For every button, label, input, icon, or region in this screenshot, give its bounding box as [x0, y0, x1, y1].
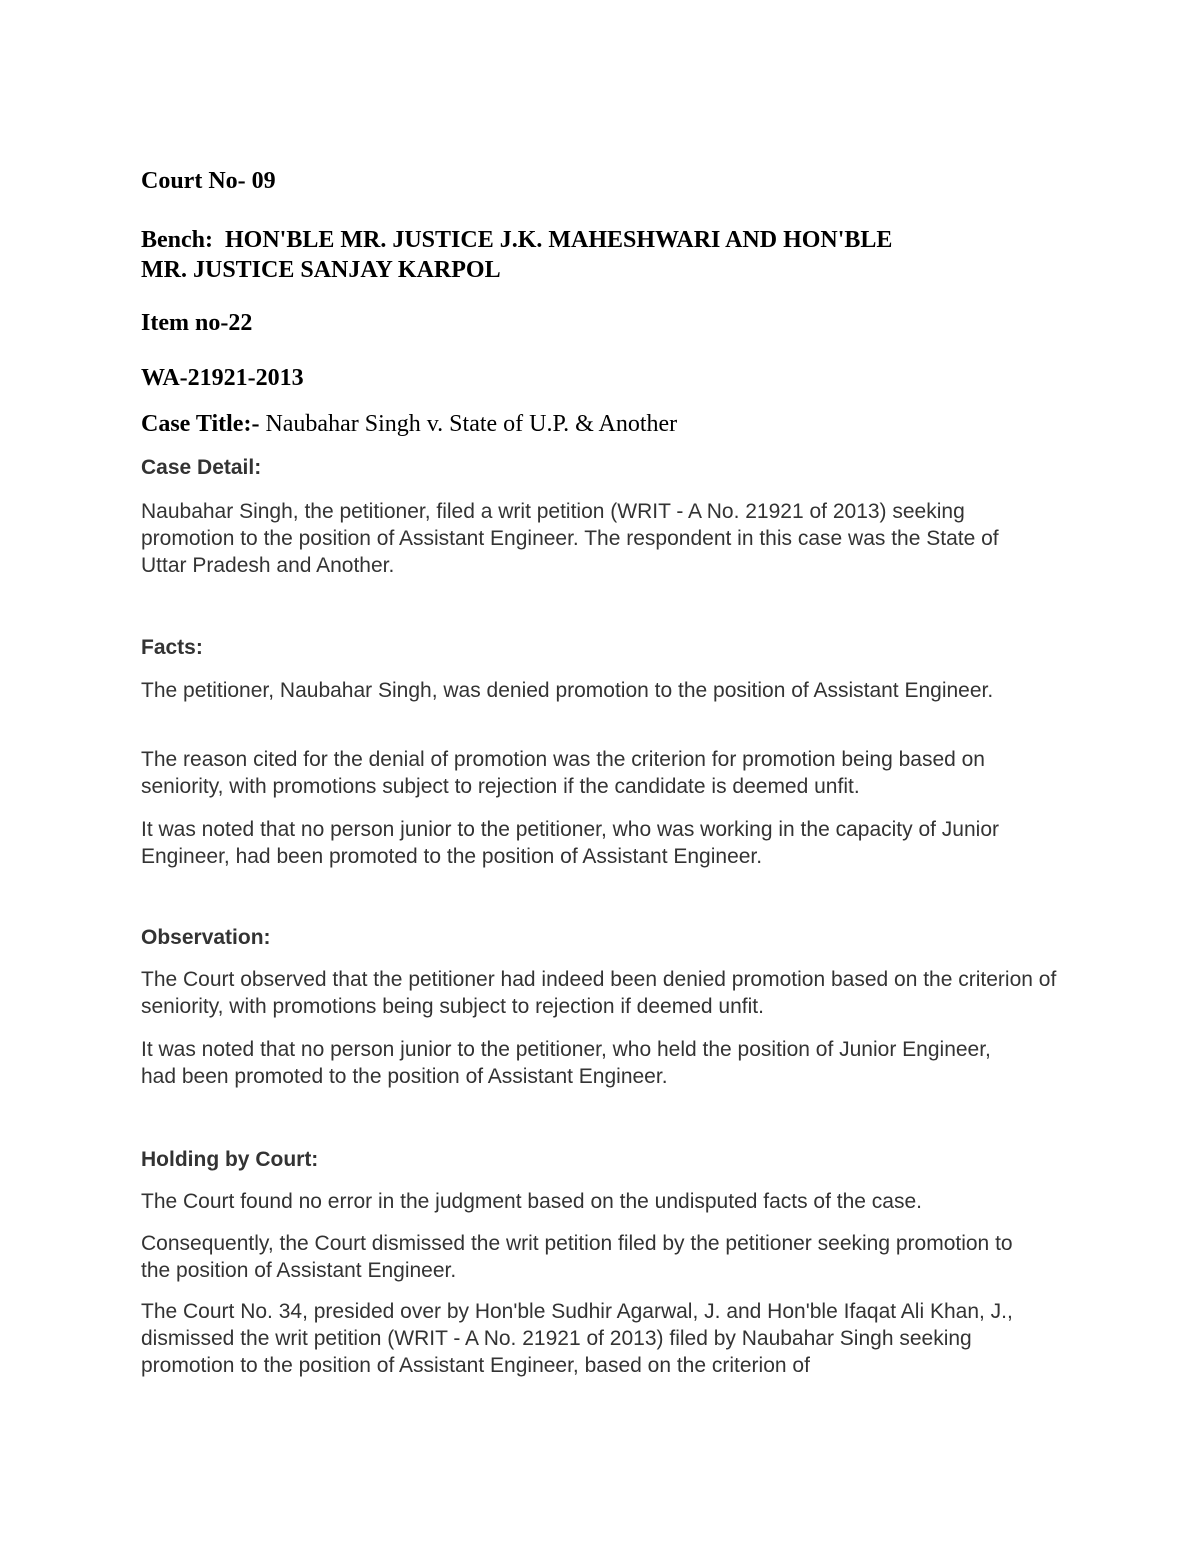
bench-line-2: MR. JUSTICE SANJAY KARPOL	[141, 257, 501, 283]
case-detail-heading: Case Detail:	[141, 456, 262, 479]
holding-heading: Holding by Court:	[141, 1148, 319, 1171]
facts-paragraph-2: The reason cited for the denial of promotion was the criterion for promotion being based on seniority, with promotions subject to rejection if the candidate is deemed unfit.	[141, 748, 985, 798]
case-title	[141, 411, 1071, 438]
observation-paragraph-2: It was noted that no person junior to the petitioner, who held the position of Junior Engineer, had been promoted to the position of Assistant Engineer.	[141, 1038, 991, 1088]
item-number: Item no-22	[141, 310, 253, 336]
holding-paragraph-3: The Court No. 34, presided over by Hon'ble Sudhir Agarwal, J. and Hon'ble Ifaqat Ali Khan, J., dismissed the writ petition (WRIT - A No. 21921 of 2013) filed by Naubahar Singh seeking promotion to the position of Assistant Engineer, based on the criterion of	[141, 1300, 1013, 1377]
case-title-label: Case Title:-	[141, 411, 260, 437]
case-detail-paragraph: Naubahar Singh, the petitioner, filed a writ petition (WRIT - A No. 21921 of 2013) seeking promotion to the position of Assistant Engineer. The respondent in this case was the State of Uttar Pradesh and Another.	[141, 500, 999, 577]
court-number: Court No- 09	[141, 168, 276, 194]
facts-heading: Facts:	[141, 636, 203, 659]
facts-paragraph-1: The petitioner, Naubahar Singh, was denied promotion to the position of Assistant Engineer.	[141, 679, 994, 702]
observation-heading: Observation:	[141, 926, 271, 949]
holding-paragraph-2: Consequently, the Court dismissed the writ petition filed by the petitioner seeking promotion to the position of Assistant Engineer.	[141, 1232, 1013, 1282]
holding-paragraph-1: The Court found no error in the judgment based on the undisputed facts of the case.	[141, 1190, 922, 1213]
facts-paragraph-3: It was noted that no person junior to the petitioner, who was working in the capacity of Junior Engineer, had been promoted to the position of Assistant Engineer.	[141, 818, 999, 868]
case-number: WA-21921-2013	[141, 365, 304, 391]
bench-info	[141, 225, 1071, 285]
bench-line-1: Bench: HON'BLE MR. JUSTICE J.K. MAHESHWARI AND HON'BLE	[141, 227, 893, 253]
observation-paragraph-1: The Court observed that the petitioner had indeed been denied promotion based on the criterion of seniority, with promotions being subject to rejection if deemed unfit.	[141, 968, 1057, 1018]
case-title-value: Naubahar Singh v. State of U.P. & Another	[259, 411, 678, 437]
